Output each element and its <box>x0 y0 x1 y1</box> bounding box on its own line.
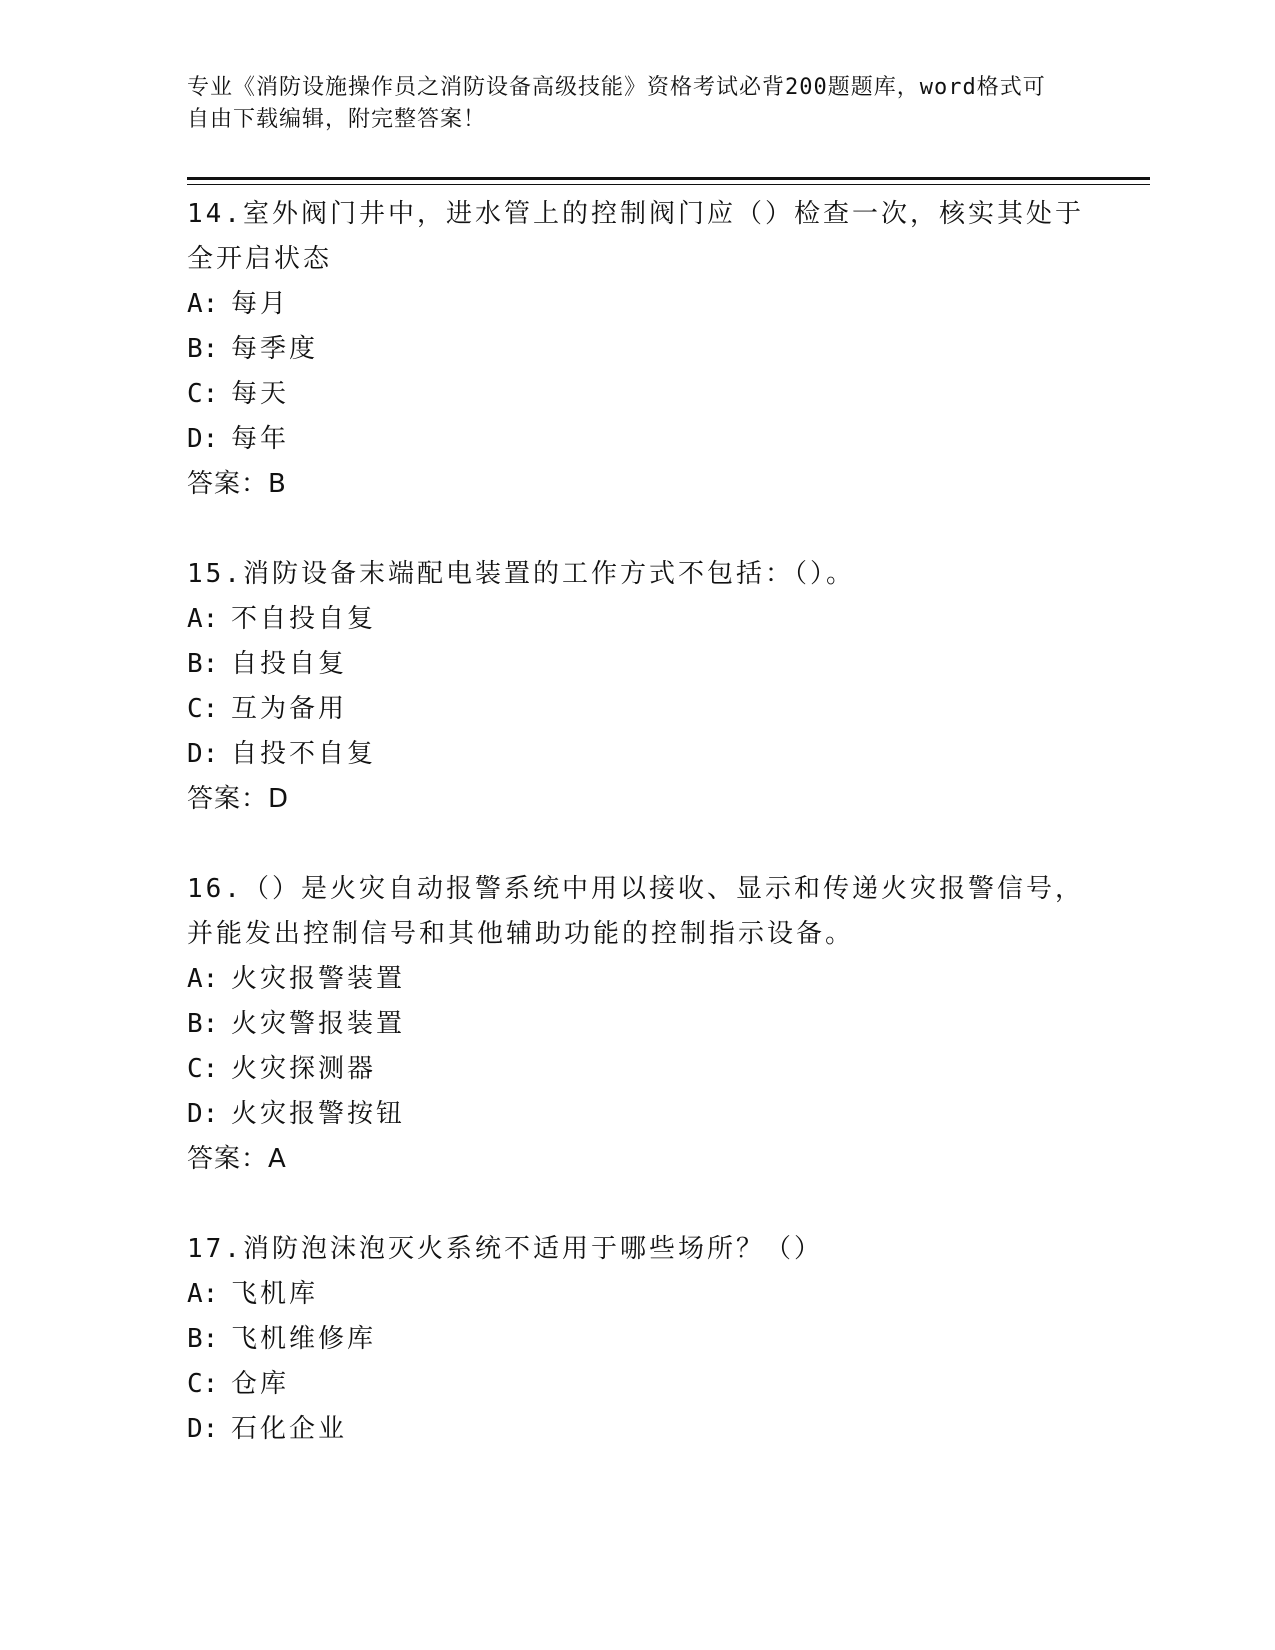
option-key: C: <box>187 1054 219 1084</box>
header-divider-thin <box>187 184 1150 185</box>
option-text: 每月 <box>231 289 290 319</box>
option-key: B: <box>187 649 219 679</box>
option-key: D: <box>187 739 219 769</box>
option-d <box>187 732 1087 777</box>
option-key: A: <box>187 1279 219 1309</box>
option-key: D: <box>187 1099 219 1129</box>
option-a <box>187 597 1087 642</box>
option-text: 火灾报警按钮 <box>231 1099 406 1129</box>
option-c <box>187 1362 1087 1407</box>
option-key: C: <box>187 379 219 409</box>
answer-line: 答案：A <box>187 1144 287 1174</box>
option-text: 自投不自复 <box>231 739 377 769</box>
option-c <box>187 372 1087 417</box>
option-d <box>187 1407 1087 1452</box>
option-text: 不自投自复 <box>231 604 377 634</box>
option-text: 飞机维修库 <box>231 1324 377 1354</box>
question-stem: 14.室外阀门井中，进水管上的控制阀门应（）检查一次，核实其处于全开启状态 <box>187 199 1084 274</box>
option-a <box>187 282 1087 327</box>
option-text: 仓库 <box>231 1369 290 1399</box>
option-key: B: <box>187 334 219 364</box>
question-stem: 15.消防设备末端配电装置的工作方式不包括：（）。 <box>187 559 855 589</box>
option-b <box>187 327 1087 372</box>
option-key: D: <box>187 1414 219 1444</box>
option-key: B: <box>187 1009 219 1039</box>
option-text: 火灾警报装置 <box>231 1009 406 1039</box>
option-key: B: <box>187 1324 219 1354</box>
option-key: C: <box>187 1369 219 1399</box>
question-list <box>187 192 1087 1497</box>
option-a <box>187 957 1087 1002</box>
option-key: D: <box>187 424 219 454</box>
question-stem: 17.消防泡沫泡灭火系统不适用于哪些场所？（） <box>187 1234 823 1264</box>
option-d <box>187 417 1087 462</box>
option-b <box>187 1002 1087 1047</box>
answer-line: 答案：D <box>187 784 290 814</box>
option-text: 火灾报警装置 <box>231 964 406 994</box>
option-c <box>187 687 1087 732</box>
option-b <box>187 642 1087 687</box>
header-divider-thick <box>187 177 1150 180</box>
question-15 <box>187 552 1087 822</box>
option-text: 互为备用 <box>231 694 348 724</box>
option-c <box>187 1047 1087 1092</box>
option-key: A: <box>187 289 219 319</box>
option-a <box>187 1272 1087 1317</box>
option-text: 石化企业 <box>231 1414 348 1444</box>
document-header: 专业《消防设施操作员之消防设备高级技能》资格考试必背200题题库，word格式可自由下载编辑，附完整答案！ <box>187 75 1046 132</box>
option-key: A: <box>187 964 219 994</box>
option-text: 每季度 <box>231 334 319 364</box>
answer-line: 答案：B <box>187 469 287 499</box>
option-text: 每年 <box>231 424 290 454</box>
question-17 <box>187 1227 1087 1452</box>
option-text: 自投自复 <box>231 649 348 679</box>
question-16 <box>187 867 1087 1182</box>
option-text: 飞机库 <box>231 1279 319 1309</box>
option-d <box>187 1092 1087 1137</box>
option-text: 每天 <box>231 379 290 409</box>
question-stem: 16.（）是火灾自动报警系统中用以接收、显示和传递火灾报警信号，并能发出控制信号和其他辅助功能的控制指示设备。 <box>187 874 1084 949</box>
option-key: A: <box>187 604 219 634</box>
option-text: 火灾探测器 <box>231 1054 377 1084</box>
option-key: C: <box>187 694 219 724</box>
option-b <box>187 1317 1087 1362</box>
question-14 <box>187 192 1087 507</box>
